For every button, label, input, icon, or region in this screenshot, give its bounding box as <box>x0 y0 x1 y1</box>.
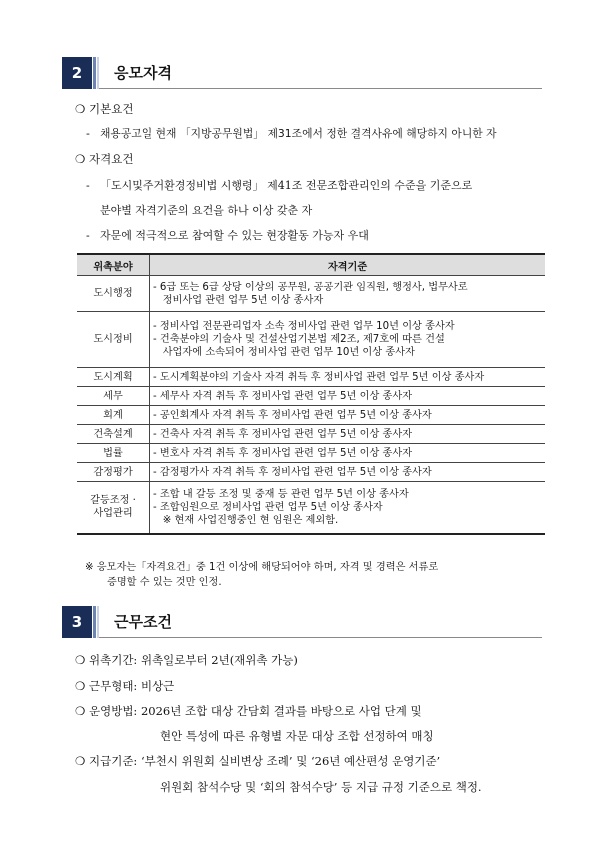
criteria-line: - 감정평가사 자격 취득 후 정비사업 관련 업무 5년 이상 종사자 <box>153 466 432 478</box>
criteria-cell <box>150 444 546 463</box>
qual-heading: 자격요건 <box>89 152 134 166</box>
table-row <box>77 312 545 368</box>
criteria-line: - 조합임원으로 정비사업 관련 업무 5년 이상 종사자 <box>153 501 383 513</box>
qual-item1-continuation: 분야별 자격기준의 요건을 하나 이상 갖춘 자 <box>100 204 313 217</box>
criteria-line: - 건축분야의 기술사 및 건설산업기본법 제2조, 제7호에 따른 건설 <box>153 334 445 345</box>
category-label: 감정평가 <box>93 466 133 478</box>
criteria-cell <box>150 406 546 425</box>
table-row <box>77 425 545 444</box>
criteria-line: - 건축사 자격 취득 후 정비사업 관련 업무 5년 이상 종사자 <box>153 428 413 440</box>
condition-period: 위촉기간: 위촉일로부터 2년(재위촉 가능) <box>89 653 298 667</box>
table-row <box>77 406 545 425</box>
table-row <box>77 387 545 406</box>
category-cell <box>77 444 150 463</box>
category-label: 도시계획 <box>93 371 133 383</box>
condition-payment-continuation: 위원회 참석수당 및 ‘회의 참석수당’ 등 지급 규정 기준으로 책정. <box>160 780 482 794</box>
column-header: 자격기준 <box>150 254 546 276</box>
qual-item2: 자문에 적극적으로 참여할 수 있는 현장활동 가능자 우대 <box>100 229 369 242</box>
criteria-cell <box>150 276 546 312</box>
circle-bullet-icon: ❍ <box>75 152 86 166</box>
table-row <box>77 463 545 482</box>
category-label: 건축설계 <box>93 428 133 440</box>
category-label: 세무 <box>103 390 123 402</box>
category-cell <box>77 387 150 406</box>
qual-item1-line: - 「도시및주거환경정비법 시행령」 제41조 전문조합관리인의 수준을 기준으로 <box>86 179 473 192</box>
category-cell <box>77 425 150 444</box>
category-label: 사업관리 <box>93 508 133 520</box>
table-row <box>77 444 545 463</box>
condition-type: 근무형태: 비상근 <box>89 679 175 693</box>
basic-heading-line <box>75 102 133 116</box>
column-header: 위촉분야 <box>77 254 150 276</box>
category-cell <box>77 406 150 425</box>
table-row <box>77 482 545 534</box>
circle-bullet-icon: ❍ <box>75 653 86 667</box>
table-row <box>77 368 545 387</box>
header-rule <box>99 88 542 89</box>
criteria-line: 정비사업 관련 업무 5년 이상 종사자 <box>153 294 324 306</box>
header-accent <box>93 57 96 89</box>
qual-item2-line: - 자문에 적극적으로 참여할 수 있는 현장활동 가능자 우대 <box>86 229 369 242</box>
circle-bullet-icon: ❍ <box>75 704 86 718</box>
criteria-line: - 6급 또는 6급 상당 이상의 공무원, 공공기관 임직원, 행정사, 법무사로 <box>153 281 468 293</box>
criteria-line: 사업자에 소속되어 정비사업 관련 업무 10년 이상 종사자 <box>153 347 415 358</box>
circle-bullet-icon: ❍ <box>75 102 86 116</box>
section-title: 근무조건 <box>114 613 172 631</box>
basic-item-line: - 채용공고일 현재 「지방공무원법」 제31조에서 정한 결격사유에 해당하지 아니한 자 <box>86 127 497 140</box>
section-title: 응모자격 <box>114 64 172 82</box>
criteria-line: - 도시계획분야의 기술사 자격 취득 후 정비사업 관련 업무 5년 이상 종사자 <box>153 371 485 383</box>
qual-item1: 「도시및주거환경정비법 시행령」 제41조 전문조합관리인의 수준을 기준으로 <box>100 179 473 192</box>
section-number: 2 <box>62 57 92 89</box>
category-label: 도시정비 <box>93 334 133 345</box>
header-accent <box>97 606 99 638</box>
circle-bullet-icon: ❍ <box>75 679 86 693</box>
condition-method-continuation: 현안 특성에 따른 유형별 자문 대상 조합 선정하여 매칭 <box>160 729 434 743</box>
header-accent <box>97 57 99 89</box>
qual-heading-line <box>75 152 133 166</box>
condition-line <box>75 679 174 693</box>
category-cell <box>77 482 150 534</box>
criteria-line: - 세무사 자격 취득 후 정비사업 관련 업무 5년 이상 종사자 <box>153 390 413 402</box>
category-label: 회계 <box>103 409 123 421</box>
criteria-cell <box>150 312 546 368</box>
criteria-line: - 정비사업 전문관리업자 소속 정비사업 관련 업무 10년 이상 종사자 <box>153 321 455 332</box>
table-header-row <box>77 254 545 276</box>
criteria-cell <box>150 463 546 482</box>
circle-bullet-icon: ❍ <box>75 754 86 768</box>
category-cell <box>77 276 150 312</box>
section-header-2 <box>62 57 542 89</box>
category-label: 법률 <box>103 447 123 459</box>
criteria-cell <box>150 368 546 387</box>
condition-line <box>75 704 422 718</box>
note-line: ※ 응모자는「자격요건」중 1건 이상에 해당되어야 하며, 자격 및 경력은 서류로 <box>85 562 439 573</box>
basic-item: 채용공고일 현재 「지방공무원법」 제31조에서 정한 결격사유에 해당하지 아니한 자 <box>100 127 497 140</box>
condition-line <box>75 653 298 667</box>
category-cell <box>77 312 150 368</box>
category-label: 도시행정 <box>93 288 133 299</box>
criteria-line: ※ 현재 사업진행중인 현 임원은 제외함. <box>153 514 339 526</box>
criteria-line: - 공인회계사 자격 취득 후 정비사업 관련 업무 5년 이상 종사자 <box>153 409 432 421</box>
condition-method: 운영방법: 2026년 조합 대상 간담회 결과를 바탕으로 사업 단계 및 <box>89 704 422 718</box>
condition-payment: 지급기준: ‘부천시 위원회 실비변상 조례’ 및 ‘26년 예산편성 운영기준’ <box>89 754 441 768</box>
qualification-note <box>85 560 438 590</box>
header-accent <box>93 606 96 638</box>
criteria-cell <box>150 387 546 406</box>
criteria-cell <box>150 482 546 534</box>
basic-heading: 기본요건 <box>89 102 134 116</box>
qualification-table <box>77 253 545 535</box>
category-cell <box>77 463 150 482</box>
criteria-line: - 조합 내 갈등 조정 및 중재 등 관련 업무 5년 이상 종사자 <box>153 488 409 500</box>
criteria-cell <box>150 425 546 444</box>
section-number: 3 <box>62 606 92 638</box>
criteria-line: - 변호사 자격 취득 후 정비사업 관련 업무 5년 이상 종사자 <box>153 447 413 459</box>
section-header-3 <box>62 606 542 638</box>
category-label: 갈등조정 · <box>90 495 136 507</box>
header-rule <box>99 637 542 638</box>
condition-line <box>75 754 440 768</box>
table-row <box>77 276 545 312</box>
note-line: 증명할 수 있는 것만 인정. <box>107 577 222 588</box>
category-cell <box>77 368 150 387</box>
